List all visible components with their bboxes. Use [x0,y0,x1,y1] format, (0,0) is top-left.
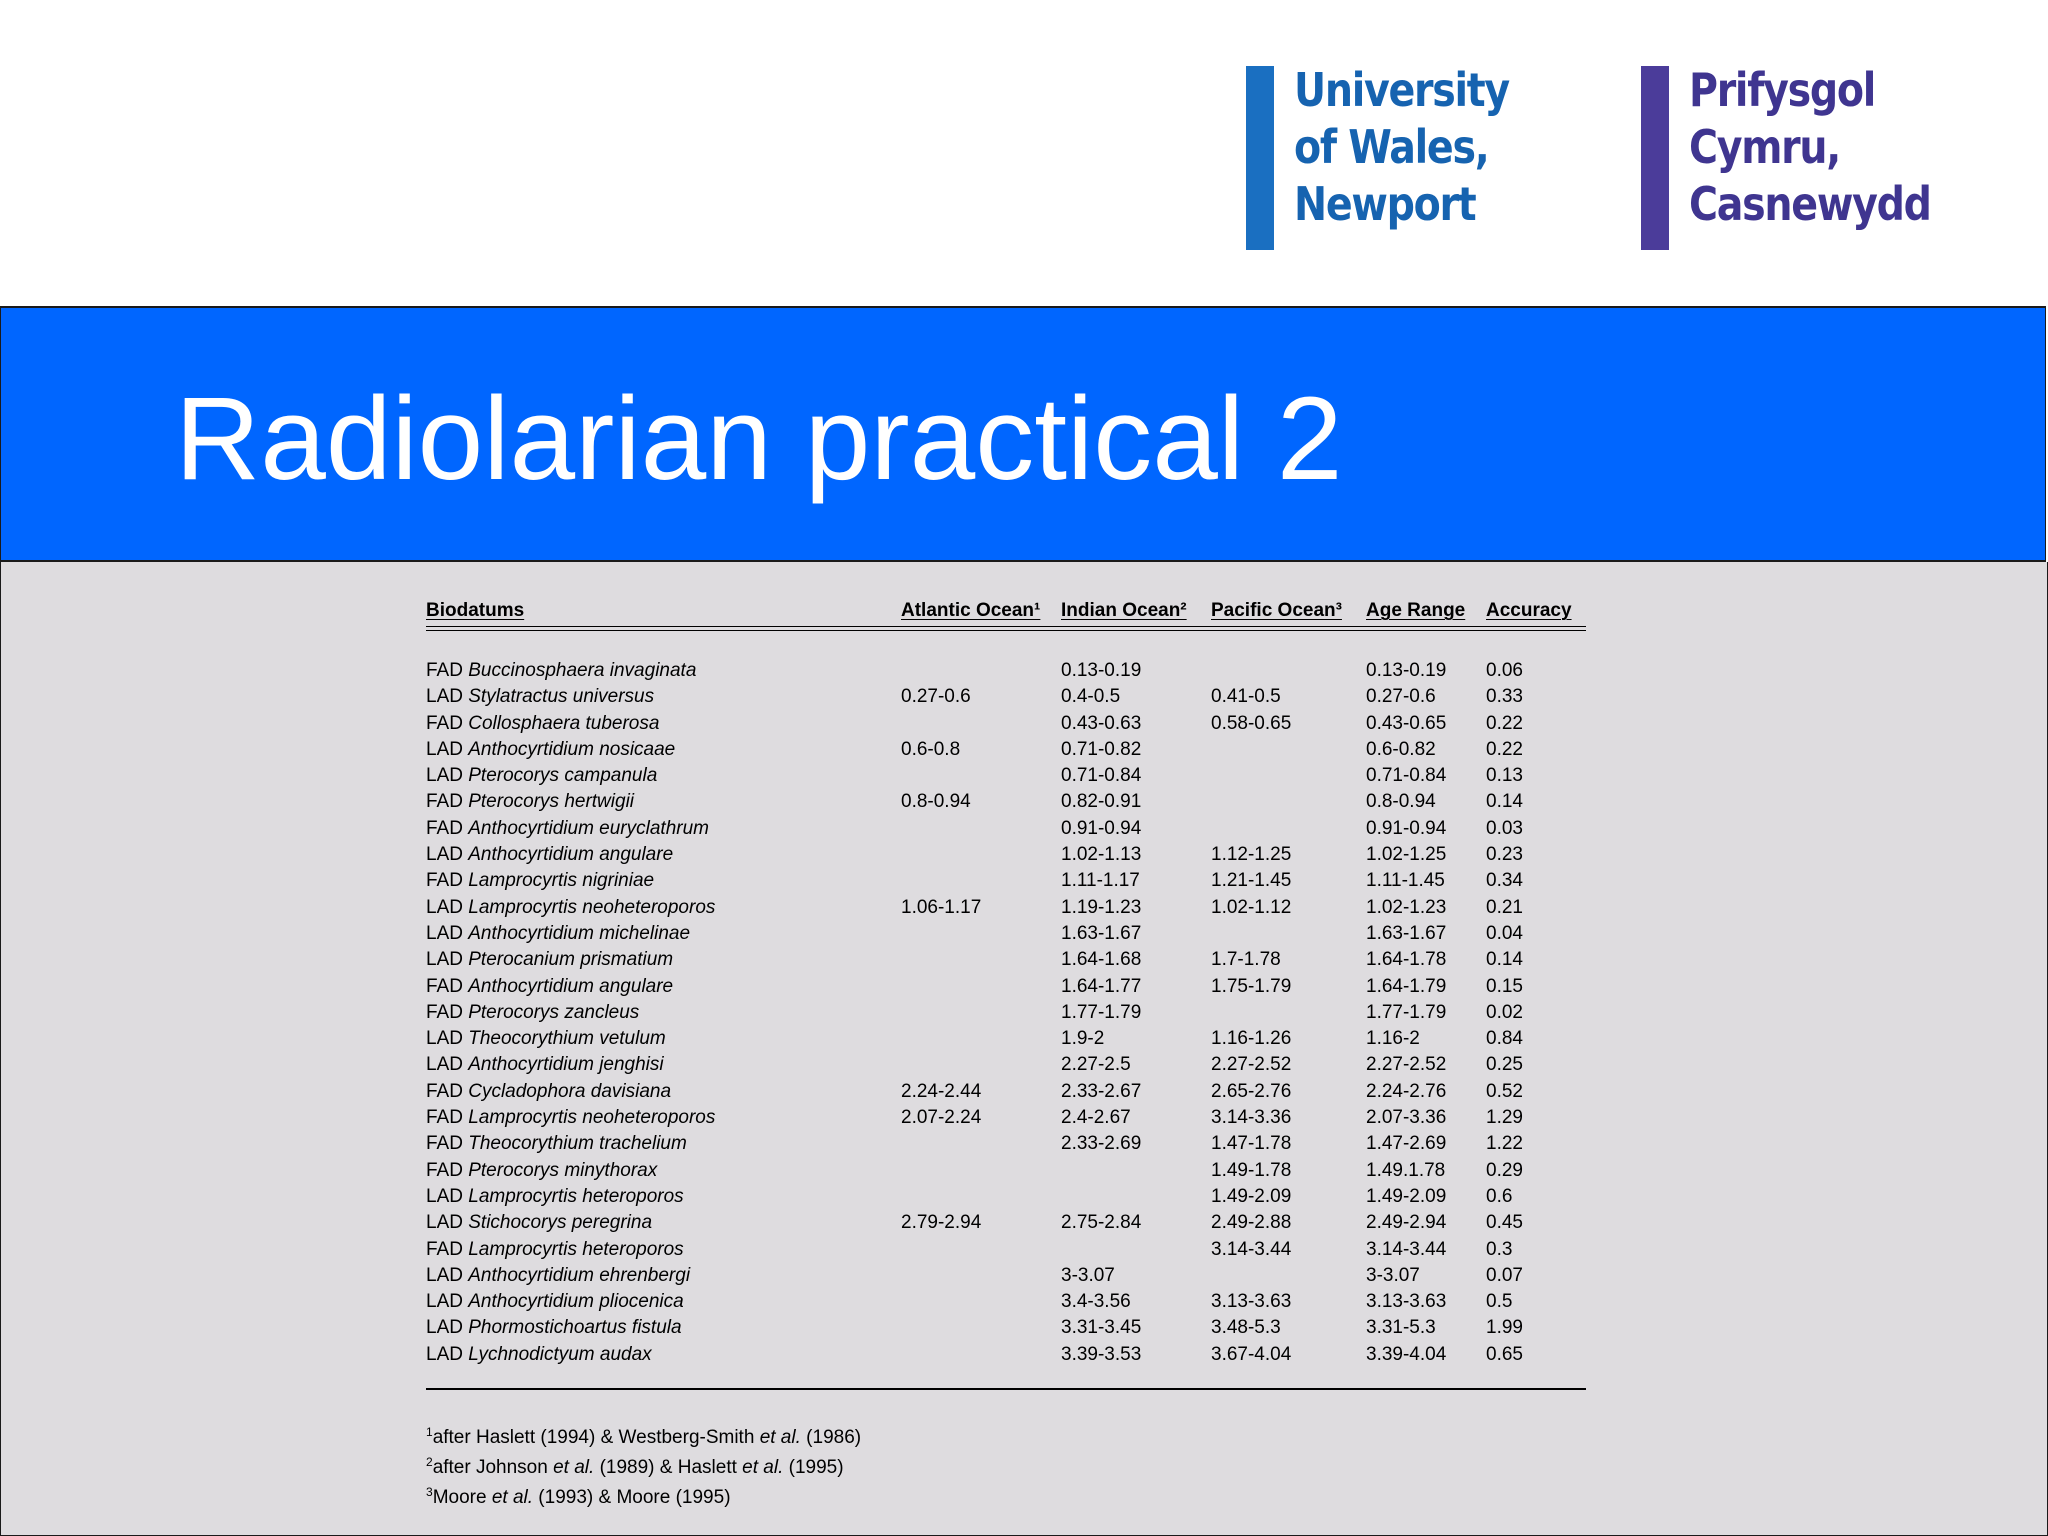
indian-cell: 0.71-0.84 [1061,765,1142,787]
accuracy-cell: 0.02 [1486,1001,1523,1023]
species-name: Anthocyrtidium pliocenica [468,1291,684,1313]
age-range-cell: 1.16-2 [1366,1028,1420,1050]
logo-bar [1641,66,1669,250]
indian-cell: 1.64-1.77 [1061,975,1142,997]
datum-type: LAD [426,949,469,971]
datum-type: LAD [426,738,469,760]
datum-type: LAD [426,1028,469,1050]
accuracy-cell: 0.14 [1486,949,1523,971]
age-range-cell: 1.11-1.45 [1366,870,1445,892]
age-range-cell: 0.43-0.65 [1366,712,1447,734]
table-row [426,711,1586,737]
age-range-cell: 0.13-0.19 [1366,660,1447,681]
species-name: Pterocorys hertwigii [468,791,635,813]
accuracy-cell: 0.15 [1486,975,1523,997]
table-row [426,816,1586,842]
footnote-text: after Johnson [432,1457,554,1478]
age-range-cell: 3.13-3.63 [1366,1291,1447,1313]
pacific-cell: 1.49-1.78 [1211,1159,1292,1181]
biodatum-cell [426,1158,657,1184]
age-range-cell: 1.64-1.78 [1366,949,1447,971]
accuracy-cell: 0.29 [1486,1159,1523,1181]
age-range-cell: 1.02-1.23 [1366,896,1447,918]
atlantic-cell: 2.24-2.44 [901,1080,982,1102]
content-area [0,562,2048,1536]
accuracy-cell: 0.04 [1486,922,1523,944]
biodatum-cell [426,737,675,763]
species-name: Anthocyrtidium jenghisi [468,1054,664,1076]
pacific-cell: 3.14-3.44 [1211,1238,1292,1260]
accuracy-cell: 0.34 [1486,870,1523,892]
age-range-cell: 1.02-1.25 [1366,844,1447,866]
pacific-cell: 0.58-0.65 [1211,712,1292,734]
atlantic-cell: 0.27-0.6 [901,686,971,708]
table-row [426,895,1586,921]
accuracy-cell: 0.33 [1486,686,1523,708]
table-row [426,1026,1586,1052]
datum-type: LAD [426,765,469,787]
species-name: Anthocyrtidium nosicaae [468,738,676,760]
footnote-text: et al. [491,1487,534,1508]
accuracy-cell: 0.5 [1486,1291,1513,1313]
accuracy-cell: 0.3 [1486,1238,1513,1260]
table-row [426,921,1586,947]
datum-type: LAD [426,922,469,944]
pacific-cell: 1.02-1.12 [1211,896,1292,918]
biodatum-cell [426,1342,652,1368]
header-biodatums: Biodatums [426,600,525,621]
title-band [0,306,2046,562]
indian-cell: 0.13-0.19 [1061,660,1142,681]
indian-cell: 2.33-2.67 [1061,1080,1142,1102]
datum-type: FAD [426,817,469,839]
footnote-text: (1986) [800,1427,862,1448]
pacific-cell: 1.16-1.26 [1211,1028,1292,1050]
table-row [426,1079,1586,1105]
indian-cell: 1.64-1.68 [1061,949,1142,971]
biodatum-cell [426,711,659,737]
age-range-cell: 0.8-0.94 [1366,791,1436,813]
table-row [426,1158,1586,1184]
datum-type: FAD [426,1238,469,1260]
indian-cell: 1.63-1.67 [1061,922,1142,944]
indian-cell: 0.82-0.91 [1061,791,1142,813]
age-range-cell: 1.64-1.79 [1366,975,1447,997]
accuracy-cell: 1.99 [1486,1317,1523,1339]
accuracy-cell: 0.13 [1486,765,1523,787]
table-header [426,598,1586,627]
age-range-cell: 0.71-0.84 [1366,765,1447,787]
age-range-cell: 0.6-0.82 [1366,738,1436,760]
age-range-cell: 1.77-1.79 [1366,1001,1447,1023]
table-row [426,684,1586,710]
datum-type: FAD [426,791,469,813]
footnote-mark: 1 [426,1425,433,1439]
table-row [426,737,1586,763]
atlantic-cell: 1.06-1.17 [901,896,982,918]
species-name: Pterocorys minythorax [468,1159,658,1181]
accuracy-cell: 0.65 [1486,1343,1523,1365]
logo-line: Casnewydd [1689,177,1931,231]
biodatum-cell [426,1210,652,1236]
biodatum-cell [426,816,709,842]
biodatum-cell [426,1131,687,1157]
atlantic-cell: 2.79-2.94 [901,1212,982,1234]
accuracy-cell: 0.84 [1486,1028,1523,1050]
species-name: Stylatractus universus [468,686,655,708]
table-row [426,1237,1586,1263]
logo-line: Cymru, [1689,120,1841,174]
indian-cell: 3-3.07 [1061,1264,1115,1286]
species-name: Lamprocyrtis heteroporos [468,1238,684,1260]
pacific-cell: 2.27-2.52 [1211,1054,1292,1076]
atlantic-cell: 0.8-0.94 [901,791,971,813]
footnote-text: (1989) & Haslett [594,1457,743,1478]
accuracy-cell: 0.25 [1486,1054,1523,1076]
species-name: Anthocyrtidium michelinae [468,922,691,944]
species-name: Anthocyrtidium angulare [468,975,674,997]
datum-type: FAD [426,870,469,892]
biodatum-cell [426,974,673,1000]
table-row [426,789,1586,815]
table-row [426,658,1586,684]
indian-cell: 2.4-2.67 [1061,1107,1131,1129]
biodatum-cell [426,921,690,947]
biodatum-cell [426,1237,684,1263]
indian-cell: 2.27-2.5 [1061,1054,1131,1076]
datum-type: FAD [426,1107,469,1129]
indian-cell: 1.9-2 [1061,1028,1105,1050]
accuracy-cell: 0.6 [1486,1185,1513,1207]
footnote [426,1447,861,1477]
datum-type: FAD [426,712,469,734]
indian-cell: 0.43-0.63 [1061,712,1142,734]
species-name: Theocorythium trachelium [468,1133,687,1155]
datum-type: LAD [426,1185,469,1207]
age-range-cell: 2.49-2.94 [1366,1212,1447,1234]
indian-cell: 3.4-3.56 [1061,1291,1131,1313]
table-row [426,1105,1586,1131]
atlantic-cell: 2.07-2.24 [901,1107,982,1129]
pacific-cell: 1.7-1.78 [1211,949,1281,971]
age-range-cell: 1.63-1.67 [1366,922,1447,944]
pacific-cell: 3.14-3.36 [1211,1107,1292,1129]
table-row [426,868,1586,894]
biodatum-cell [426,658,696,684]
footnote-text: Moore [432,1487,492,1508]
biodatum-cell [426,763,657,789]
accuracy-cell: 1.29 [1486,1107,1523,1129]
footnote-mark: 2 [426,1455,433,1469]
footnote-text: et al. [759,1427,801,1448]
datum-type: FAD [426,1133,469,1155]
age-range-cell: 0.27-0.6 [1366,686,1436,708]
indian-cell: 3.39-3.53 [1061,1343,1142,1365]
biodatum-cell [426,895,715,921]
datum-type: FAD [426,1159,469,1181]
age-range-cell: 0.91-0.94 [1366,817,1447,839]
pacific-cell: 3.13-3.63 [1211,1291,1292,1313]
indian-cell: 2.33-2.69 [1061,1133,1142,1155]
indian-cell: 1.19-1.23 [1061,896,1142,918]
age-range-cell: 3.14-3.44 [1366,1238,1447,1260]
accuracy-cell: 0.52 [1486,1080,1523,1102]
datum-type: LAD [426,1054,469,1076]
biodatum-cell [426,868,654,894]
table-row [426,1184,1586,1210]
species-name: Stichocorys peregrina [468,1212,653,1234]
species-name: Anthocyrtidium euryclathrum [468,817,709,839]
biodatum-cell [426,684,654,710]
slide-title: Radiolarian practical 2 [175,373,1343,505]
biodatum-cell [426,1184,684,1210]
age-range-cell: 3.31-5.3 [1366,1317,1436,1339]
footnote-text: et al. [742,1457,784,1478]
datum-type: FAD [426,660,469,681]
species-name: Lamprocyrtis neoheteroporos [468,1107,716,1129]
footnote [426,1477,861,1507]
footnote-mark: 3 [426,1485,433,1499]
table-row [426,763,1586,789]
logo-bar [1246,66,1274,250]
header-accuracy: Accuracy [1486,600,1572,621]
datum-type: LAD [426,1291,469,1313]
indian-cell: 1.02-1.13 [1061,844,1142,866]
biodatum-cell [426,1026,666,1052]
footnote-text: (1993) & Moore (1995) [533,1487,731,1508]
species-name: Lamprocyrtis heteroporos [468,1185,684,1207]
datum-type: FAD [426,1080,469,1102]
indian-cell: 0.4-0.5 [1061,686,1121,708]
accuracy-cell: 0.07 [1486,1264,1523,1286]
pacific-cell: 0.41-0.5 [1211,686,1281,708]
indian-cell: 3.31-3.45 [1061,1317,1142,1339]
pacific-cell: 1.12-1.25 [1211,844,1292,866]
accuracy-cell: 0.21 [1486,896,1523,918]
biodatum-cell [426,1000,639,1026]
accuracy-cell: 0.23 [1486,844,1523,866]
indian-cell: 0.91-0.94 [1061,817,1142,839]
table-row [426,1315,1586,1341]
pacific-cell: 2.49-2.88 [1211,1212,1292,1234]
table-row [426,842,1586,868]
species-name: Cycladophora davisiana [468,1080,672,1102]
footnote-text: after Haslett (1994) & Westberg-Smith [432,1427,760,1448]
datum-type: LAD [426,1343,469,1365]
accuracy-cell: 0.22 [1486,712,1523,734]
pacific-cell: 1.47-1.78 [1211,1133,1292,1155]
pacific-cell: 1.21-1.45 [1211,870,1292,892]
table-row [426,974,1586,1000]
table-row [426,947,1586,973]
biodatum-cell [426,1105,715,1131]
pacific-cell: 1.75-1.79 [1211,975,1292,997]
pacific-cell: 3.67-4.04 [1211,1343,1292,1365]
age-range-cell: 1.49.1.78 [1366,1159,1446,1181]
table-row [426,1289,1586,1315]
datum-type: LAD [426,896,469,918]
logo-line: Newport [1294,177,1476,231]
logo-line: of Wales, [1294,120,1489,174]
header-indian: Indian Ocean² [1061,600,1187,621]
biodatum-cell [426,1079,671,1105]
indian-cell: 2.75-2.84 [1061,1212,1142,1234]
datum-type: LAD [426,1212,469,1234]
header [0,0,2048,306]
biodatum-cell [426,1263,690,1289]
atlantic-cell: 0.6-0.8 [901,738,961,760]
age-range-cell: 1.47-2.69 [1366,1133,1447,1155]
footnote-text: (1995) [783,1457,844,1478]
species-name: Lamprocyrtis nigriniae [468,870,655,892]
pacific-cell: 2.65-2.76 [1211,1080,1292,1102]
footnote [426,1417,861,1447]
indian-cell: 1.11-1.17 [1061,870,1140,892]
logo-line: University [1294,63,1509,117]
age-range-cell: 3.39-4.04 [1366,1343,1447,1365]
species-name: Pterocorys campanula [468,765,658,787]
species-name: Buccinosphaera invaginata [468,660,697,681]
species-name: Lychnodictyum audax [468,1343,652,1365]
datum-type: LAD [426,844,469,866]
table-body [426,658,1586,1368]
pacific-cell: 1.49-2.09 [1211,1185,1292,1207]
table-row [426,1131,1586,1157]
species-name: Collosphaera tuberosa [468,712,660,734]
accuracy-cell: 0.22 [1486,738,1523,760]
biodatum-cell [426,842,673,868]
table-row [426,1000,1586,1026]
pacific-cell: 3.48-5.3 [1211,1317,1281,1339]
table-bottom-rule [426,1388,1586,1390]
header-pacific: Pacific Ocean³ [1211,600,1342,621]
biodatum-cell [426,947,673,973]
age-range-cell: 3-3.07 [1366,1264,1420,1286]
species-name: Pterocanium prismatium [468,949,674,971]
datum-type: LAD [426,686,469,708]
table-row [426,1210,1586,1236]
age-range-cell: 1.49-2.09 [1366,1185,1447,1207]
logo-line: Prifysgol [1689,63,1876,117]
biodatum-table [426,598,1586,1368]
age-range-cell: 2.27-2.52 [1366,1054,1447,1076]
biodatum-cell [426,1315,682,1341]
datum-type: FAD [426,975,469,997]
datum-type: LAD [426,1317,469,1339]
table-row [426,1263,1586,1289]
footnotes [426,1417,861,1507]
age-range-cell: 2.24-2.76 [1366,1080,1447,1102]
footnote-text: et al. [553,1457,595,1478]
species-name: Anthocyrtidium ehrenbergi [468,1264,691,1286]
header-atlantic: Atlantic Ocean¹ [901,600,1041,621]
indian-cell: 1.77-1.79 [1061,1001,1142,1023]
species-name: Phormostichoartus fistula [468,1317,682,1339]
accuracy-cell: 0.45 [1486,1212,1523,1234]
table-row [426,1342,1586,1368]
table-row [426,1052,1586,1078]
datum-type: LAD [426,1264,469,1286]
biodatum-cell [426,789,634,815]
species-name: Anthocyrtidium angulare [468,844,674,866]
header-age-range: Age Range [1366,600,1466,621]
biodatum-cell [426,1052,664,1078]
datum-type: FAD [426,1001,469,1023]
accuracy-cell: 1.22 [1486,1133,1523,1155]
biodatum-cell [426,1289,684,1315]
accuracy-cell: 0.06 [1486,660,1523,681]
header-double-rule [426,630,1586,631]
species-name: Pterocorys zancleus [468,1001,640,1023]
species-name: Lamprocyrtis neoheteroporos [468,896,716,918]
age-range-cell: 2.07-3.36 [1366,1107,1447,1129]
accuracy-cell: 0.03 [1486,817,1523,839]
accuracy-cell: 0.14 [1486,791,1523,813]
indian-cell: 0.71-0.82 [1061,738,1142,760]
species-name: Theocorythium vetulum [468,1028,666,1050]
